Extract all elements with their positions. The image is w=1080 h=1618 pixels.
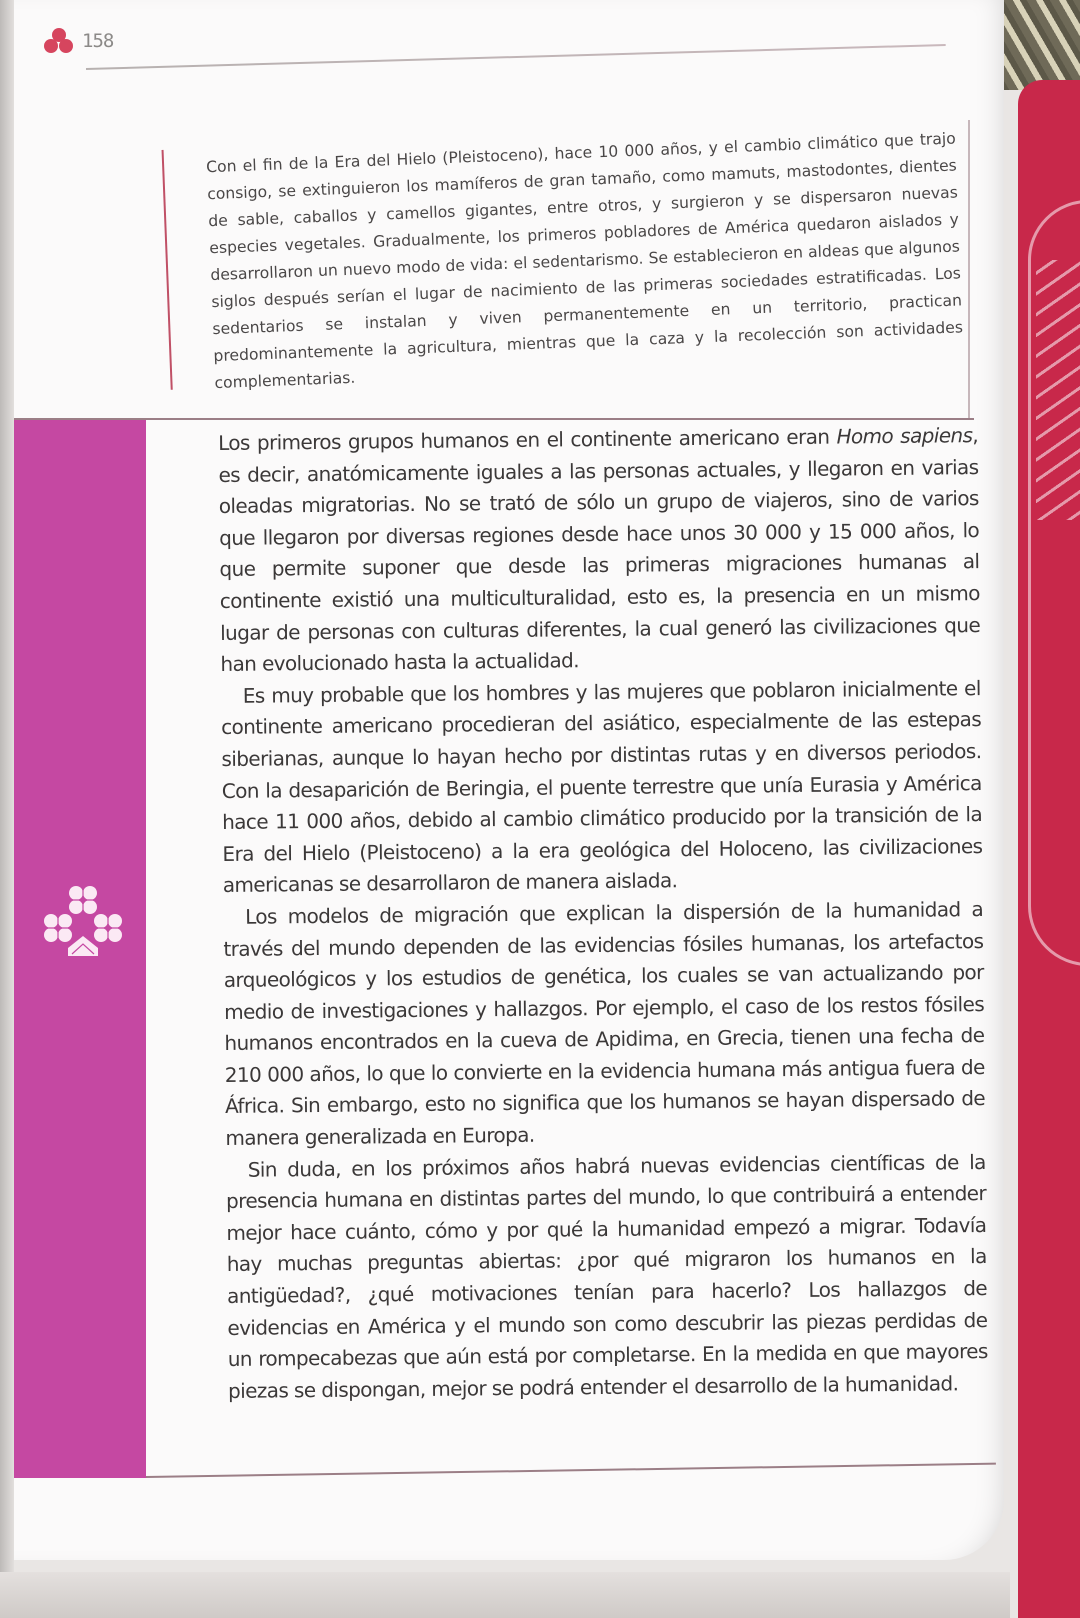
page-number: 158 xyxy=(82,30,114,52)
paragraph-4: Sin duda, en los próximos años habrá nuevas evidencias científicas de la presencia humana en distintas partes del mundo, lo que contribuirá a entender mejor hace cuánto, cómo y por qué la humanidad empezó a migrar. Todavía hay muchas preguntas abiertas: ¿por qué migraron los humanos en la antigüedad?, ¿qué motivaciones tenían para hacerlo? Los hallazgos de evidencias en América y el mundo son como descubrir las piezas perdidas de un rompecabezas que aún está por completarse. En la medida en que mayores piezas se dispongan, mejor se podrá entender el desarrollo de la humanidad. xyxy=(225,1149,988,1403)
book-cover-edge xyxy=(1018,80,1080,1618)
info-box xyxy=(160,79,971,409)
section-divider xyxy=(14,418,974,420)
three-petal-flower-icon xyxy=(44,28,74,54)
paragraph-2: Es muy probable que los hombres y las mujeres que poblaron inicialmente el continente americano procedieran del asiático, especialmente de las estepas siberianas, aunque lo hayan hecho por distintas rutas y en diversos periodos. Con la desaparición de Beringia, el puente terrestre que unía Eurasia y América hace 11 000 años, debido al cambio climático producido por la transición de la Era del Hielo (Pleistoceno) a la era geológica del Holoceno, las civilizaciones americanas se desarrollaron de manera aislada. xyxy=(221,675,983,898)
cover-stripes xyxy=(1036,260,1080,520)
paragraph-3: Los modelos de migración que explican la dispersión de la humanidad a través del mundo dependen de las evidencias fósiles humanas, los artefactos arqueológicos y los estudios de genética, los cuales se van actualizando por medio de investigaciones y hallazgos. Por ejemplo, el caso de los restos fósiles humanos encontrados en la cueva de Apidima, en Grecia, tienen una fecha de 210 000 años, lo que lo convierte en la evidencia humana más antigua fuera de África. Sin embargo, esto no significa que los humanos se hayan dispersado de manera generalizada en Europa. xyxy=(223,896,986,1151)
info-box-text: Con el fin de la Era del Hielo (Pleistoceno), hace 10 000 años, y el cambio climático que trajo consigo, se extinguieron los mamíferos de gran tamaño, como mamuts, mastodontes, dientes de sable, caballos y camellos gigantes, entre otros, y surgieron y se dispersaron nuevas especies vegetales. Gradualmente, los primeros pobladores de América quedaron aislados y desarrollaron un nuevo modo de vida: el sedentarismo. Se establecieron en aldeas que algunos siglos después serían el lugar de nacimiento de las primeras sociedades estratificadas. Los sedentarios se instalan y viven permanentemente en un territorio, practican predominantemente la agricultura, mientras que la caza y la recolección son actividades complementarias. xyxy=(205,129,964,392)
underlying-page-edge xyxy=(0,1572,1010,1618)
species-name: Homo sapiens xyxy=(836,423,973,449)
page-header xyxy=(44,28,113,54)
paragraph-1: Los primeros grupos humanos en el continente americano eran Homo sapiens, es decir, anatómicamente iguales a las personas actuales, y llegaron en varias oleadas migratorias. No se trató de sólo un grupo de viajeros, sino de varios que llegaron por diversas regiones desde hace unos 30 000 y 15 000 años, lo que permite suponer que desde las primeras migraciones humanas al continente existió una multiculturalidad, esto es, la presencia en un mismo lugar de personas con culturas diferentes, la cual generó las civilizaciones que han evolucionado hasta la actualidad. xyxy=(218,423,981,677)
main-body-text xyxy=(218,420,988,1407)
info-box-right-rule xyxy=(968,120,970,420)
decorative-sidebar xyxy=(14,420,146,1478)
flower-cluster-icon xyxy=(38,882,128,962)
book-binding-edge xyxy=(0,0,14,1618)
